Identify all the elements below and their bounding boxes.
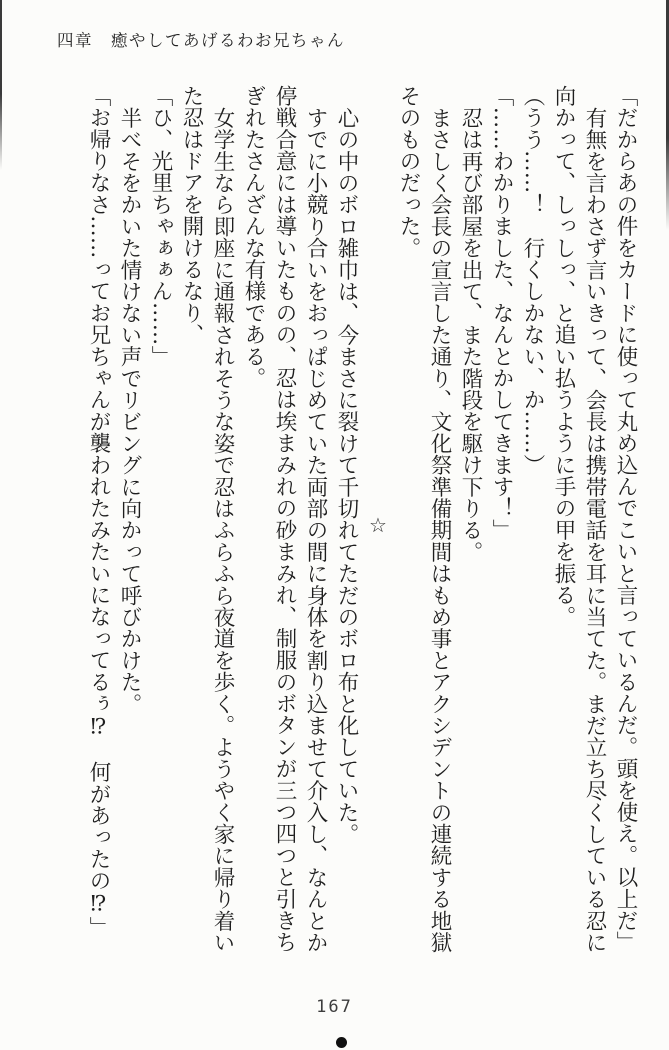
text-line: すでに小競り合いをおっぱじめていた両部の間に身体を割り込ませて介入し、なんとか bbox=[303, 106, 328, 953]
text-line: ぎれたさんざんな有様である。 bbox=[241, 85, 266, 389]
body-text bbox=[83, 85, 641, 965]
text-line: 半べそをかいた情けない声でリビングに向かって呼びかけた。 bbox=[117, 106, 142, 715]
text-line: まさしく会長の宣言した通り、文化祭準備期間はもめ事とアクシデントの連続する地獄 bbox=[427, 106, 452, 953]
text-line: 「ひ、光里ちゃぁぁん……」 bbox=[148, 85, 173, 368]
text-line: た忍はドアを開けるなり、 bbox=[179, 85, 204, 346]
text-line: （うう……！ 行くしかない、か……） bbox=[520, 85, 545, 476]
section-break-star: ☆ bbox=[366, 512, 390, 538]
text-line: 「だからあの件をカードに使って丸め込んでこいと言っているんだ。頭を使え。以上だ」 bbox=[613, 85, 638, 953]
scan-edge-artifact-left bbox=[0, 0, 2, 170]
text-line: 「お帰りなさ……ってお兄ちゃんが襲われたみたいになってるぅ⁉ 何があったの⁉」 bbox=[86, 85, 111, 939]
text-line: 有無を言わさず言いきって、会長は携帯電話を耳に当てた。まだ立ち尽くしている忍に bbox=[582, 106, 607, 953]
chapter-header: 四章 癒やしてあげるわお兄ちゃん bbox=[57, 31, 345, 50]
page-footer-dot bbox=[336, 1037, 347, 1048]
text-line: 女学生なら即座に通報されそうな姿で忍はふらふら夜道を歩く。ようやく家に帰り着い bbox=[210, 106, 235, 953]
text-line: 「……わかりました、なんとかしてきます！」 bbox=[489, 85, 514, 541]
text-line: 向かって、しっしっ、と追い払うように手の甲を振る。 bbox=[551, 85, 576, 628]
text-line: 心の中のボロ雑巾は、今まさに裂けて千切れてただのボロ布と化していた。 bbox=[334, 106, 359, 845]
page-number: 167 bbox=[316, 997, 353, 1017]
text-line: 停戦合意には導いたものの、忍は埃まみれの砂まみれ、制服のボタンが三つ四つと引きち bbox=[272, 85, 297, 953]
text-line: そのものだった。 bbox=[396, 85, 421, 259]
text-line: 忍は再び部屋を出て、また階段を駆け下りる。 bbox=[458, 106, 483, 563]
